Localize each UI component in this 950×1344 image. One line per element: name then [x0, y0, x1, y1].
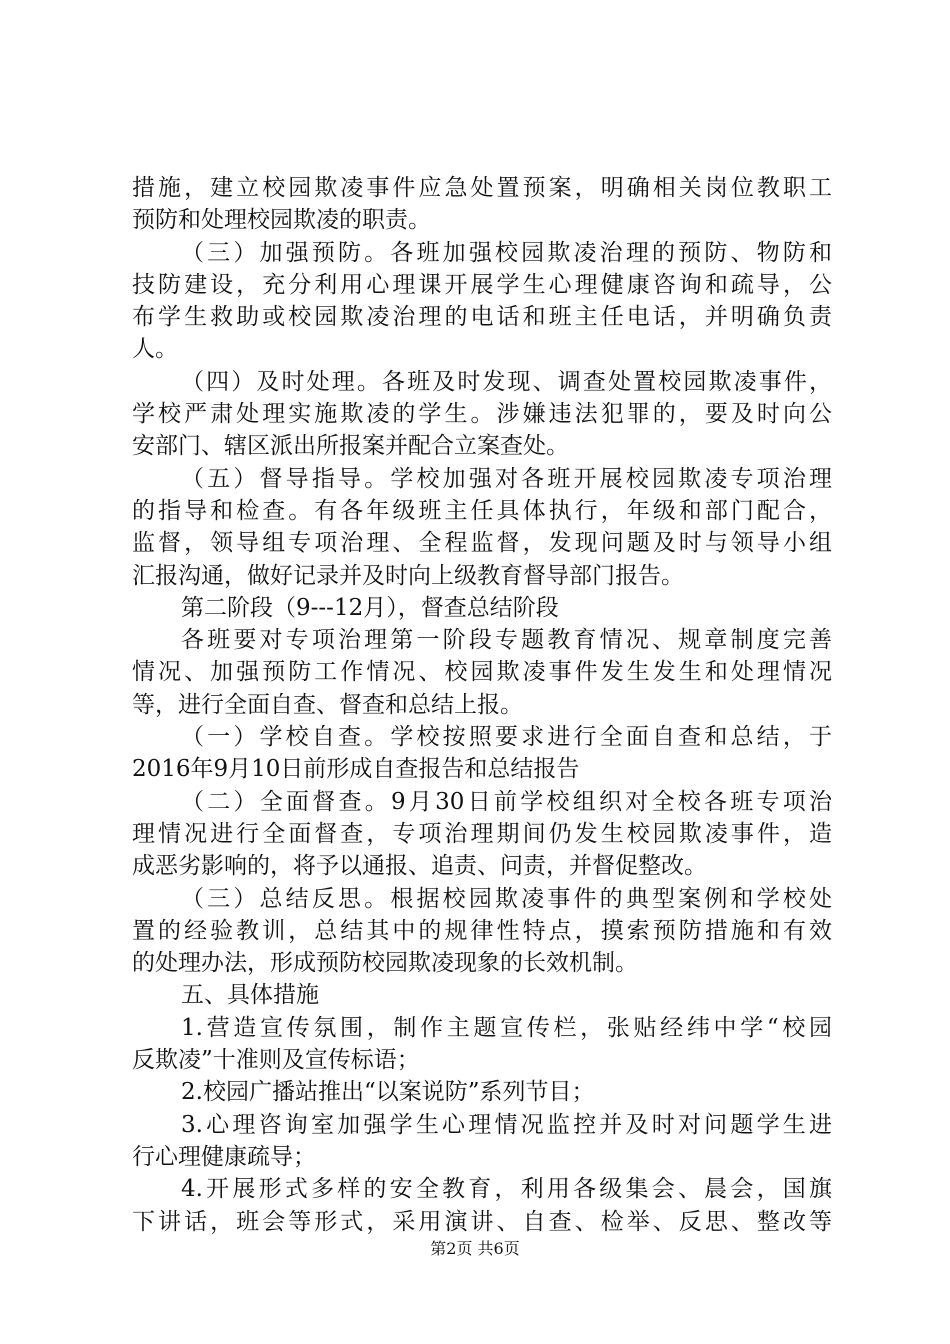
document-line: 学校严肃处理实施欺凌的学生。涉嫌违法犯罪的，要及时向公: [132, 401, 832, 428]
document-line: 2.校园广播站推出“以案说防”系列节目；: [181, 1079, 595, 1106]
document-line: 行心理健康疏导；: [132, 1143, 316, 1170]
document-line: 预防和处理校园欺凌的职责。: [132, 207, 431, 234]
document-line: 置的经验教训，总结其中的规律性特点，摸索预防措施和有效: [132, 917, 832, 944]
document-line: 反欺凌”十准则及宣传标语；: [132, 1047, 420, 1074]
document-line: 4.开展形式多样的安全教育，利用各级集会、晨会，国旗: [181, 1176, 832, 1203]
document-line: （二）全面督查。9月30日前学校组织对全校各班专项治: [181, 788, 832, 815]
document-line: （三）总结反思。根据校园欺凌事件的典型案例和学校处: [181, 885, 832, 912]
document-line: （五）督导指导。学校加强对各班开展校园欺凌专项治理: [181, 465, 832, 492]
document-line: 第二阶段（9---12月），督查总结阶段: [181, 594, 559, 621]
document-line: 安部门、辖区派出所报案并配合立案查处。: [132, 433, 569, 460]
document-line: 监督，领导组专项治理、全程监督，发现问题及时与领导小组: [132, 530, 832, 557]
document-line: 成恶劣影响的，将予以通报、追责、问责，并督促整改。: [132, 853, 707, 880]
document-body: [132, 172, 832, 1238]
document-line: 的处理办法，形成预防校园欺凌现象的长效机制。: [132, 950, 638, 977]
document-line: 人。: [132, 336, 178, 363]
page-footer: 第2页 共6页: [430, 1239, 520, 1258]
document-line: 情况、加强预防工作情况、校园欺凌事件发生发生和处理情况: [132, 659, 832, 686]
document-line: 理情况进行全面督查，专项治理期间仍发生校园欺凌事件，造: [132, 820, 832, 847]
document-line: （一）学校自查。学校按照要求进行全面自查和总结，于: [181, 724, 832, 751]
document-line: 3.心理咨询室加强学生心理情况监控并及时对问题学生进: [181, 1111, 832, 1138]
document-line: 措施，建立校园欺凌事件应急处置预案，明确相关岗位教职工: [132, 175, 832, 201]
document-line: 等，进行全面自查、督查和总结上报。: [132, 691, 523, 718]
document-line: 汇报沟通，做好记录并及时向上级教育督导部门报告。: [132, 562, 684, 589]
document-line: 1.营造宣传氛围，制作主题宣传栏，张贴经纬中学“校园: [181, 1014, 832, 1041]
document-line: 技防建设，充分利用心理课开展学生心理健康咨询和疏导，公: [132, 271, 832, 298]
document-line: 2016年9月10日前形成自查报告和总结报告: [132, 756, 580, 783]
document-line: 的指导和检查。有各年级班主任具体执行，年级和部门配合，: [132, 497, 832, 524]
document-line: 五、具体措施: [181, 982, 319, 1009]
document-line: 布学生救助或校园欺凌治理的电话和班主任电话，并明确负责: [132, 304, 832, 331]
document-line: 下讲话，班会等形式，采用演讲、自查、检举、反思、整改等: [132, 1208, 832, 1235]
document-line: （三）加强预防。各班加强校园欺凌治理的预防、物防和: [181, 239, 832, 266]
document-line: （四）及时处理。各班及时发现、调查处置校园欺凌事件，: [181, 368, 832, 395]
document-line: 各班要对专项治理第一阶段专题教育情况、规章制度完善: [181, 627, 832, 654]
